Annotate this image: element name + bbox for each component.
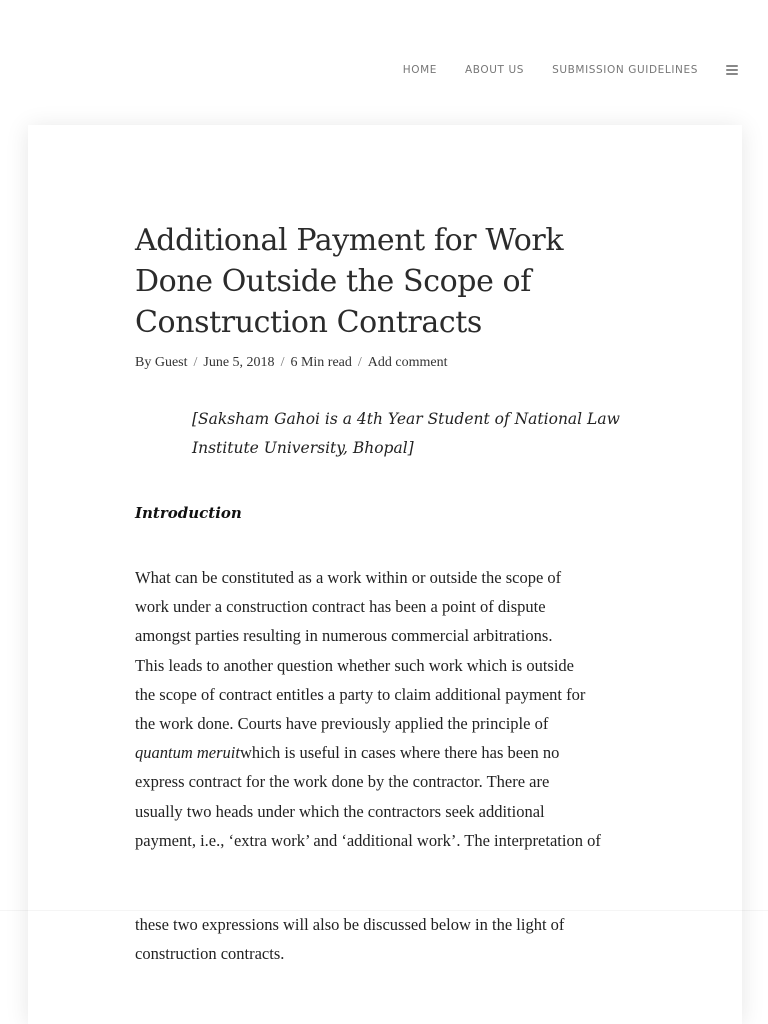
nav-submission-guidelines-link[interactable]: SUBMISSION GUIDELINES — [552, 64, 698, 76]
paragraph-line: these two expressions will also be discussed below in the light of — [135, 915, 565, 934]
paragraph-line: What can be constituted as a work within or outside the scope of — [135, 568, 562, 587]
paragraph-line: work under a construction contract has been a point of dispute — [135, 597, 546, 617]
paragraph-line: amongst parties resulting in numerous commercial arbitrations. — [135, 626, 553, 646]
main-navigation — [375, 62, 738, 78]
section-heading-introduction: Introduction — [135, 504, 242, 522]
menu-bar — [726, 69, 738, 71]
post-date-link[interactable]: June 5, 2018 — [203, 355, 275, 370]
meta-separator: / — [280, 355, 285, 370]
meta-separator: / — [193, 355, 198, 370]
read-time: 6 Min read — [290, 355, 352, 370]
meta-separator: / — [357, 355, 362, 370]
nav-about-us-link[interactable]: ABOUT US — [465, 64, 525, 76]
site-header — [0, 0, 768, 125]
article-title: Additional Payment for Work Done Outside the Scope of Construction Contracts — [135, 223, 564, 340]
article-meta — [135, 354, 448, 372]
continued-paragraph — [135, 910, 640, 968]
nav-home-link[interactable]: HOME — [402, 64, 437, 76]
paragraph-line: This leads to another question whether such work which is outside — [135, 655, 574, 675]
bio-line: [Saksham Gahoi is a 4th Year Student of National Law — [192, 410, 620, 428]
intro-paragraph — [135, 563, 640, 855]
paragraph-line-text: which is useful in cases where there has been no — [239, 743, 560, 763]
quantum-meruit-term: quantum meruit — [135, 743, 240, 763]
author-link[interactable]: By Guest — [135, 355, 188, 370]
paragraph-line: express contract for the work done by the contractor. There are — [135, 772, 550, 792]
bio-line: Institute University, Bhopal] — [192, 439, 414, 457]
paragraph-line: the scope of contract entitles a party to claim additional payment for — [135, 684, 586, 704]
add-comment-link[interactable]: Add comment — [367, 355, 448, 370]
menu-bar — [726, 73, 738, 75]
paragraph-line-with-term — [135, 738, 640, 767]
paragraph-line: payment, i.e., ‘extra work’ and ‘additional work’. The interpretation of — [135, 830, 601, 850]
author-bio — [192, 405, 642, 463]
paragraph-line: construction contracts. — [135, 944, 285, 964]
hamburger-menu-icon[interactable] — [726, 65, 738, 75]
menu-bar — [726, 65, 738, 67]
paragraph-line: the work done. Courts have previously applied the principle of — [135, 714, 549, 734]
paragraph-line: usually two heads under which the contractors seek additional — [135, 801, 545, 821]
